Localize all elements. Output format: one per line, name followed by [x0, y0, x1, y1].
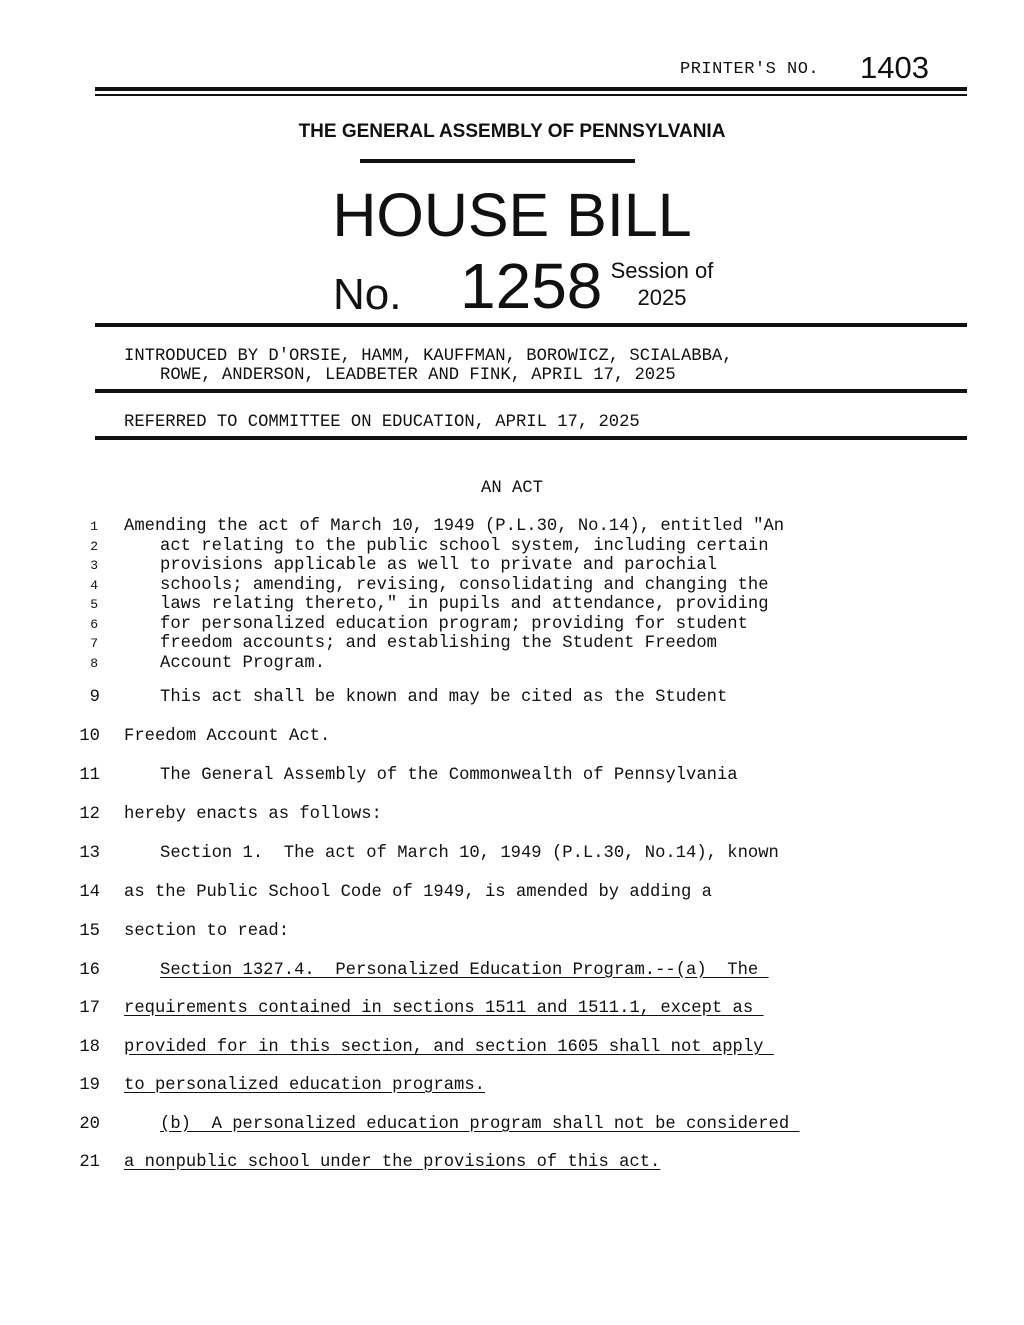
bill-type-title: HOUSE BILL [332, 181, 692, 249]
bill-number: 1258 [460, 250, 603, 322]
bill-number-label: No. [333, 270, 402, 319]
printer-number-label: PRINTER'S NO. [680, 60, 820, 79]
title-line: Account Program. [160, 654, 326, 673]
line-number: 19 [79, 1076, 100, 1095]
line-number: 8 [90, 656, 98, 671]
title-line: laws relating thereto," in pupils and attendance, providing [160, 595, 769, 614]
line-number: 20 [79, 1115, 100, 1134]
body-line: This act shall be known and may be cited as the Student [160, 688, 728, 707]
line-number: 9 [89, 688, 100, 707]
introduced-line-1: INTRODUCED BY D'ORSIE, HAMM, KAUFFMAN, BOROWICZ, SCIALABBA, [124, 347, 733, 366]
header-rule-top [95, 87, 967, 91]
line-number: 15 [79, 922, 100, 941]
line-number: 16 [79, 961, 100, 980]
line-number: 4 [90, 578, 98, 593]
inserted-line: Section 1327.4. Personalized Education Program.--(a) The [160, 961, 769, 980]
referred-rule [95, 436, 967, 440]
session-label: Session of [610, 258, 714, 283]
referred-line: REFERRED TO COMMITTEE ON EDUCATION, APRIL 17, 2025 [124, 413, 640, 432]
session-year: 2025 [637, 285, 687, 310]
line-number: 7 [90, 636, 98, 651]
inserted-line: provided for in this section, and section 1605 shall not apply [124, 1038, 774, 1057]
line-number: 6 [90, 617, 98, 632]
title-line: provisions applicable as well to private and parochial [160, 556, 717, 575]
introduced-line-2: ROWE, ANDERSON, LEADBETER AND FINK, APRIL 17, 2025 [160, 366, 676, 385]
title-line: for personalized education program; providing for student [160, 615, 748, 634]
line-number: 14 [79, 883, 100, 902]
title-line: Amending the act of March 10, 1949 (P.L.30, No.14), entitled "An [124, 517, 785, 536]
inserted-line: a nonpublic school under the provisions of this act. [124, 1153, 661, 1172]
body-line: The General Assembly of the Commonwealth of Pennsylvania [160, 766, 738, 785]
session-info [604, 257, 720, 311]
introduced-rule [95, 389, 967, 393]
title-line: schools; amending, revising, consolidating and changing the [160, 576, 769, 595]
assembly-divider [360, 159, 635, 163]
title-line: freedom accounts; and establishing the Student Freedom [160, 634, 717, 653]
line-number: 18 [79, 1038, 100, 1057]
printer-number: 1403 [860, 50, 929, 85]
line-number: 10 [79, 727, 100, 746]
line-number: 13 [79, 844, 100, 863]
line-number: 21 [79, 1153, 100, 1172]
header-rule-bottom [95, 94, 967, 96]
body-line: Freedom Account Act. [124, 727, 331, 746]
body-line: hereby enacts as follows: [124, 805, 382, 824]
body-line: section to read: [124, 922, 290, 941]
act-heading: AN ACT [481, 479, 543, 498]
assembly-title: THE GENERAL ASSEMBLY OF PENNSYLVANIA [298, 121, 726, 142]
line-number: 1 [90, 519, 98, 534]
line-number: 3 [90, 558, 98, 573]
line-number: 2 [90, 539, 98, 554]
title-line: act relating to the public school system, including certain [160, 537, 769, 556]
body-line: as the Public School Code of 1949, is amended by adding a [124, 883, 712, 902]
body-line: Section 1. The act of March 10, 1949 (P.L.30, No.14), known [160, 844, 779, 863]
inserted-line: (b) A personalized education program shall not be considered [160, 1115, 800, 1134]
line-number: 12 [79, 805, 100, 824]
inserted-line: requirements contained in sections 1511 and 1511.1, except as [124, 999, 764, 1018]
inserted-line: to personalized education programs. [124, 1076, 485, 1095]
line-number: 5 [90, 597, 98, 612]
line-number: 11 [79, 766, 100, 785]
title-rule [95, 323, 967, 327]
line-number: 17 [79, 999, 100, 1018]
